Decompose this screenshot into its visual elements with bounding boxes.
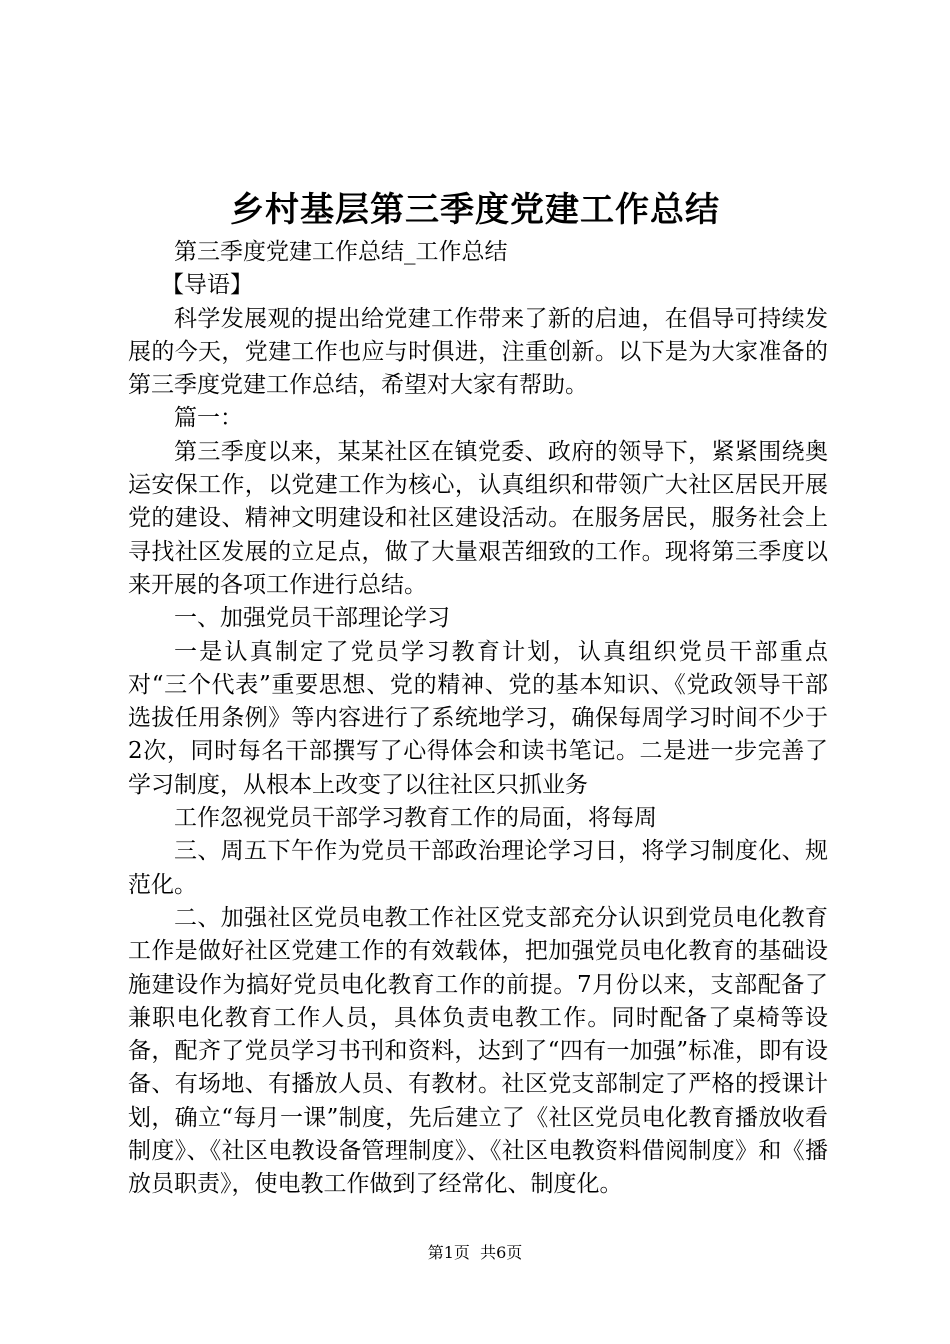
section-label-paragraph: 篇一： [174, 405, 243, 432]
subtitle-paragraph: 第三季度党建工作总结_工作总结 [174, 239, 508, 265]
page-footer [0, 1241, 950, 1265]
intro-paragraph: 科学发展观的提出给党建工作带来了新的启迪，在倡导可持续发展的今天，党建工作也应与时俱进，注重创新。以下是为大家准备的第三季度党建工作总结，希望对大家有帮助。 [128, 305, 828, 399]
body-paragraph: 工作忽视党员干部学习教育工作的局面，将每周 [174, 805, 657, 832]
document-body [128, 236, 828, 1202]
heading-paragraph: 一、加强党员干部理论学习 [174, 605, 450, 632]
body-paragraph: 二、加强社区党员电教工作社区党支部充分认识到党员电化教育工作是做好社区党建工作的有效载体，把加强党员电化教育的基础设施建设作为搞好党员电化教育工作的前提。7月份以来，支部配备了兼职电化教育工作人员，具体负责电教工作。同时配备了桌椅等设备，配齐了党员学习书刊和资料，达到了“四有一加强”标准，即有设备、有场地、有播放人员、有教材。社区党支部制定了严格的授课计划，确立“每月一课”制度，先后建立了《社区党员电化教育播放收看制度》、《社区电教设备管理制度》、《社区电教资料借阅制度》和《播放员职责》，使电教工作做到了经常化、制度化。 [128, 904, 828, 1198]
body-paragraph: 三、周五下午作为党员干部政治理论学习日，将学习制度化、规范化。 [128, 838, 828, 898]
document-title: 乡村基层第三季度党建工作总结 [230, 190, 720, 230]
intro-label-paragraph: 【导语】 [161, 272, 253, 299]
body-paragraph: 一是认真制定了党员学习教育计划，认真组织党员干部重点对“三个代表”重要思想、党的精神、党的基本知识、《党政领导干部选拔任用条例》等内容进行了系统地学习，确保每周学习时间不少于2次，同时每名干部撰写了心得体会和读书笔记。二是进一步完善了学习制度，从根本上改变了以往社区只抓业务 [128, 638, 828, 798]
body-paragraph: 第三季度以来，某某社区在镇党委、政府的领导下，紧紧围绕奥运安保工作，以党建工作为核心，认真组织和带领广大社区居民开展党的建设、精神文明建设和社区建设活动。在服务居民，服务社会上寻找社区发展的立足点，做了大量艰苦细致的工作。现将第三季度以来开展的各项工作进行总结。 [128, 438, 828, 598]
page-number: 第1页 共6页 [427, 1243, 523, 1262]
